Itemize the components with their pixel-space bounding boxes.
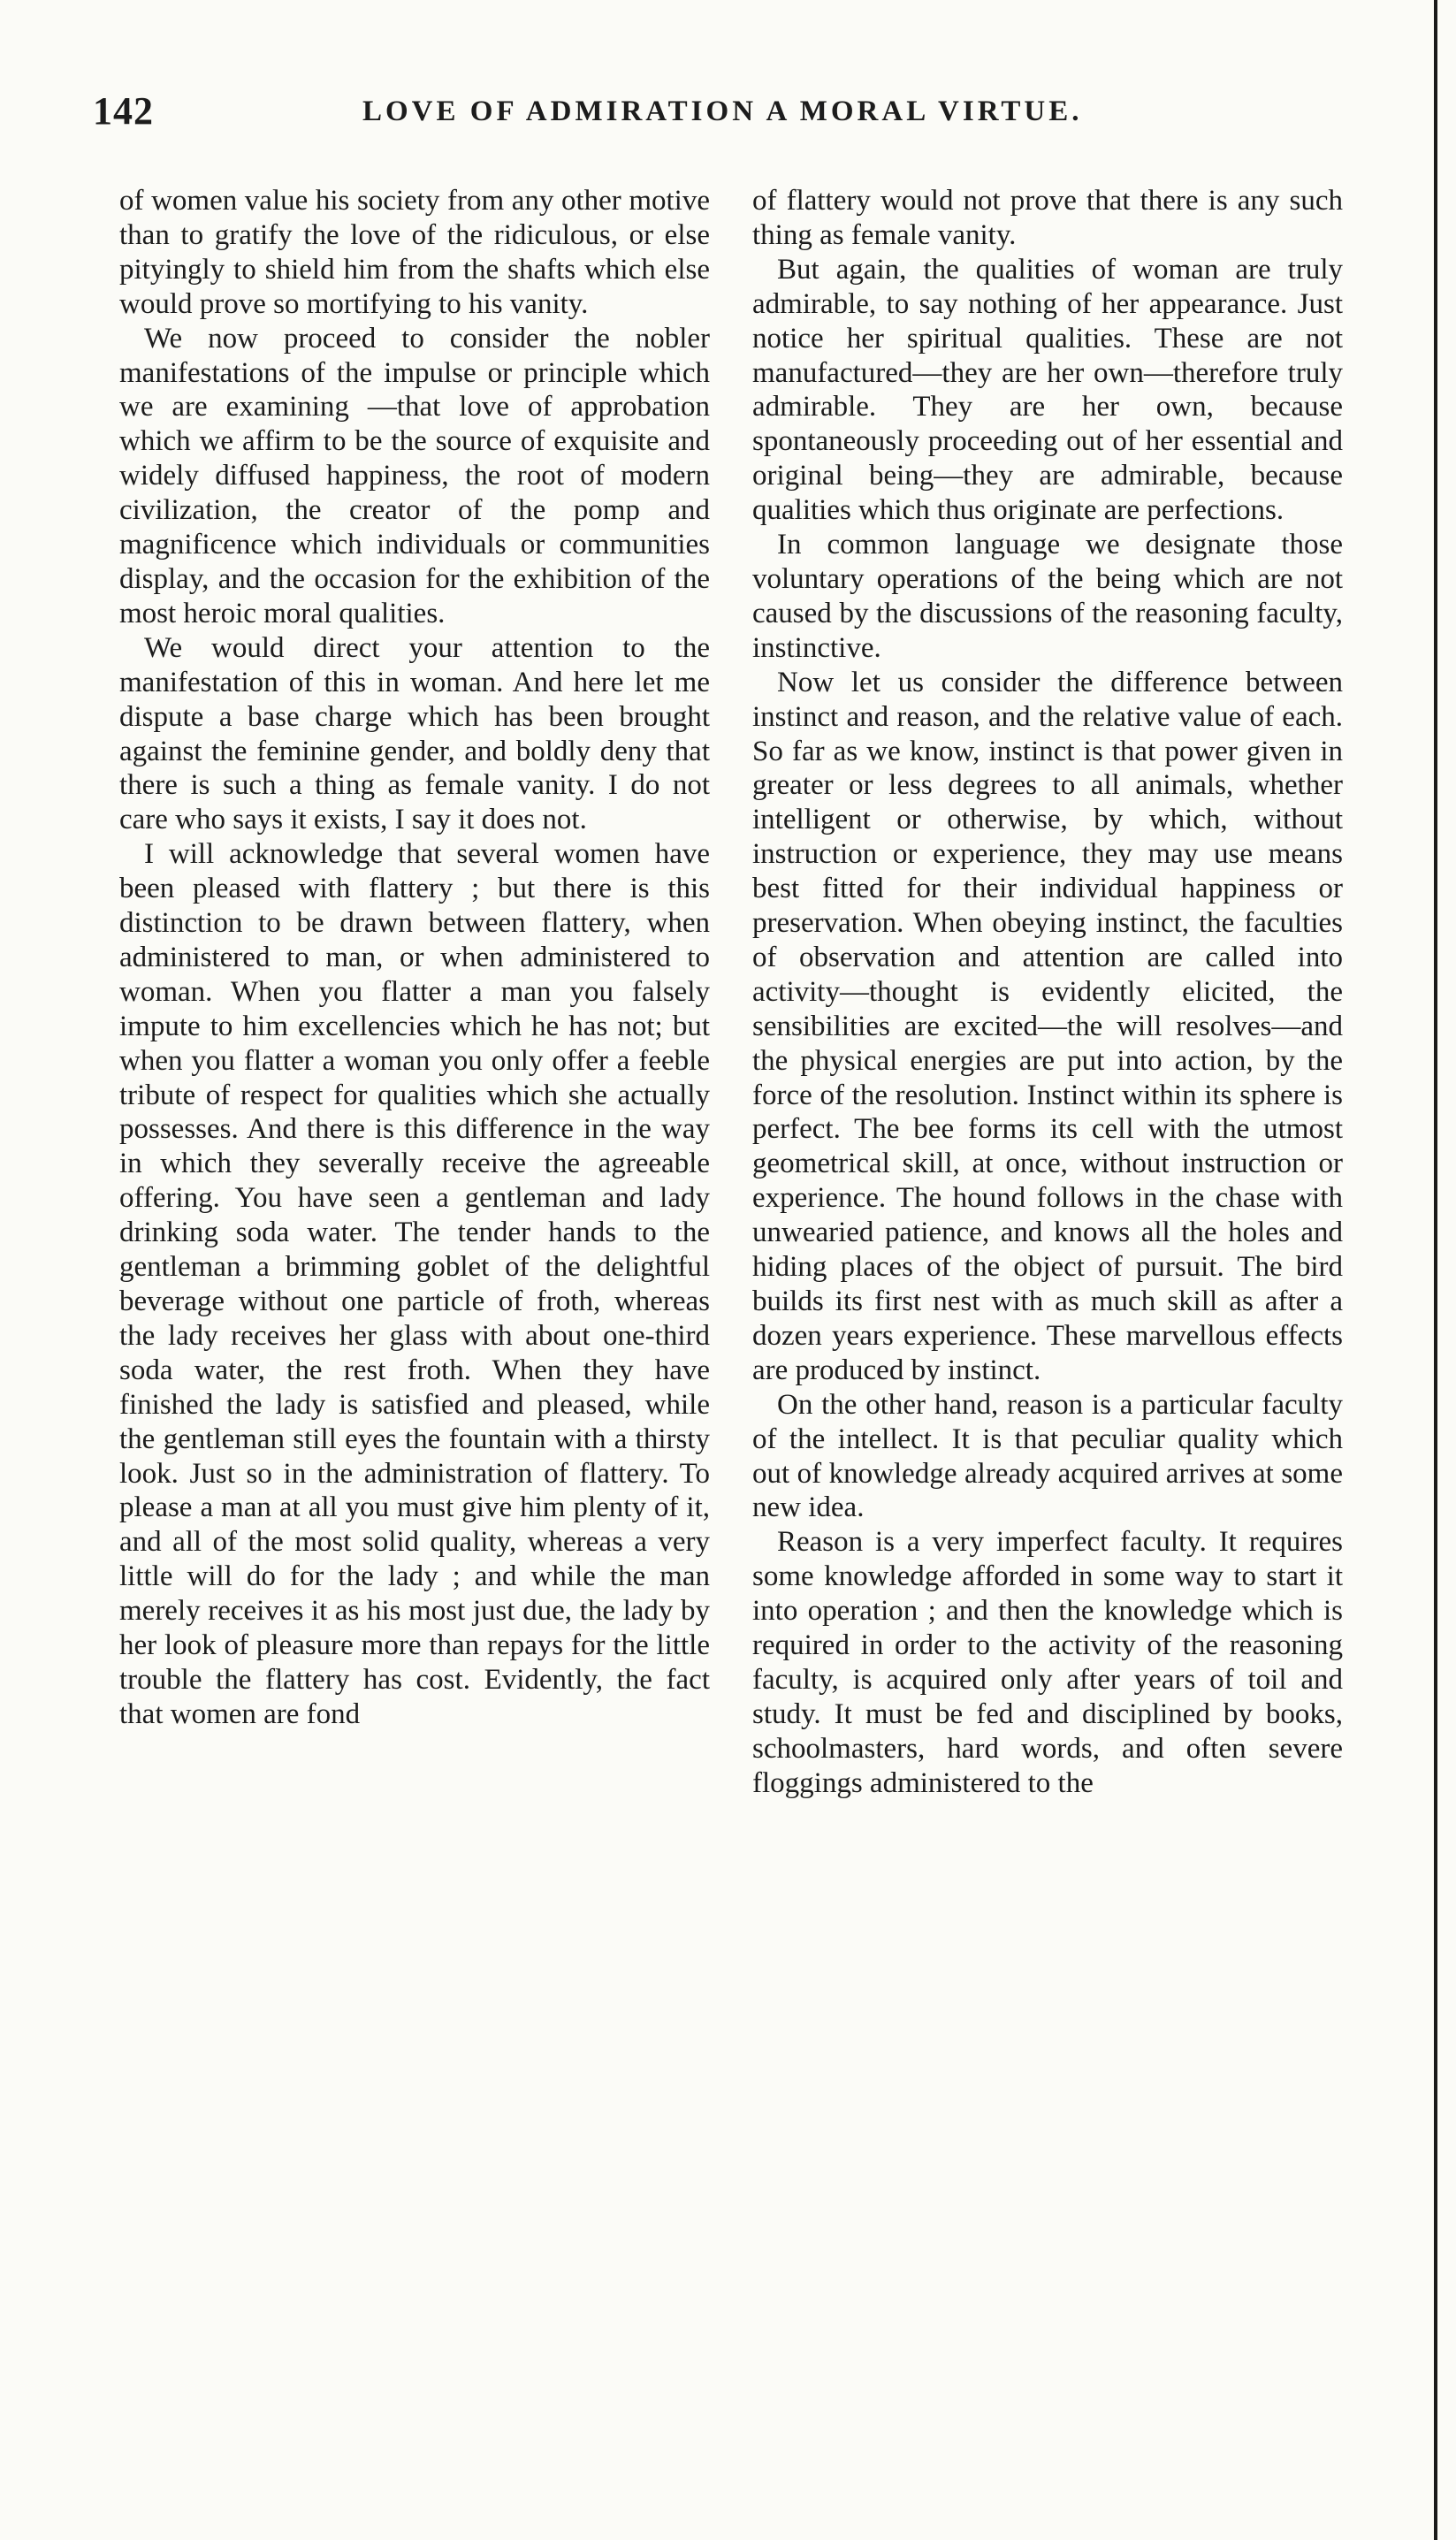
paragraph: We would direct your attention to the manifestation of this in woman. And here let me dispute a base charge which has been brought against the feminine gender, and boldly deny that there is such a thing as female vanity. I do not care who says it exists, I say it does not.	[119, 631, 710, 836]
left-column	[119, 184, 710, 1732]
paragraph: of flattery would not prove that there is any such thing as female vanity.	[752, 185, 1343, 251]
paragraph: But again, the qualities of woman are truly admirable, to say nothing of her appearance. Just notice her spiritual qualities. These are not manufactured—they are her own—therefore truly admirable. They are her own, because spontaneously proceeding out of her essential and original being—they are admirable, because qualities which thus originate are perfections.	[752, 253, 1343, 527]
paragraph: We now proceed to consider the nobler manifestations of the impulse or principle which we are examining —that love of approbation which we affirm to be the source of exquisite and widely diffused happiness, the root of modern civilization, the creator of the pomp and magnificence which individuals or communities display, and the occasion for the exhibition of the most heroic moral qualities.	[119, 322, 710, 629]
paragraph: Reason is a very imperfect faculty. It requires some knowledge afforded in some way to start it into operation ; and then the knowledge which is required in order to the activity of the reasoning faculty, is acquired only after years of toil and study. It must be fed and disciplined by books, schoolmasters, hard words, and often severe floggings administered to the	[752, 1526, 1343, 1799]
paragraph: I will acknowledge that several women have been pleased with flattery ; but there is this distinction to be drawn between flattery, when administered to man, or when administered to woman. When you flatter a man you falsely impute to him excellencies which he has not; but when you flatter a woman you only offer a feeble tribute of respect for qualities which she actually possesses. And there is this difference in the way in which they severally receive the agreeable offering. You have seen a gentleman and lady drinking soda water. The tender hands to the gentleman a brimming goblet of the delightful beverage without one particle of froth, whereas the lady receives her glass with about one-third soda water, the rest froth. When they have finished the lady is satisfied and pleased, while the gentleman still eyes the fountain with a thirsty look. Just so in the administration of flattery. To please a man at all you must give him plenty of it, and all of the most solid quality, whereas a very little will do for the lady ; and while the man merely receives it as his most just due, the lady by her look of pleasure more than repays for the little trouble the flattery has cost. Evidently, the fact that women are fond	[119, 838, 710, 1730]
paragraph: of women value his society from any other motive than to gratify the love of the ridiculous, or else pityingly to shield him from the shafts which else would prove so mortifying to his vanity.	[119, 185, 710, 320]
paragraph: Now let us consider the difference between instinct and reason, and the relative value of each. So far as we know, instinct is that power given in greater or less degrees to all animals, whether intelligent or otherwise, by which, without instruction or experience, they may use means best fitted for their individual happiness or preservation. When obeying instinct, the faculties of observation and attention are called into activity—thought is evidently elicited, the sensibilities are excited—the will resolves—and the physical energies are put into action, by the force of the resolution. Instinct within its sphere is perfect. The bee forms its cell with the utmost geometrical skill, at once, without instruction or experience. The hound follows in the chase with unwearied patience, and knows all the holes and hiding places of the object of pursuit. The bird builds its first nest with as much skill as after a dozen years experience. These marvellous effects are produced by instinct.	[752, 666, 1343, 1386]
page-number: 142	[93, 89, 154, 133]
page-edge-rule	[1434, 0, 1437, 2540]
paragraph: On the other hand, reason is a particular faculty of the intellect. It is that peculiar quality which out of knowledge already acquired arrives at some new idea.	[752, 1388, 1343, 1524]
running-title: LOVE OF ADMIRATION A MORAL VIRTUE.	[362, 95, 1083, 127]
right-column	[752, 184, 1343, 1801]
paragraph: In common language we designate those voluntary operations of the being which are not caused by the discussions of the reasoning faculty, instinctive.	[752, 529, 1343, 664]
